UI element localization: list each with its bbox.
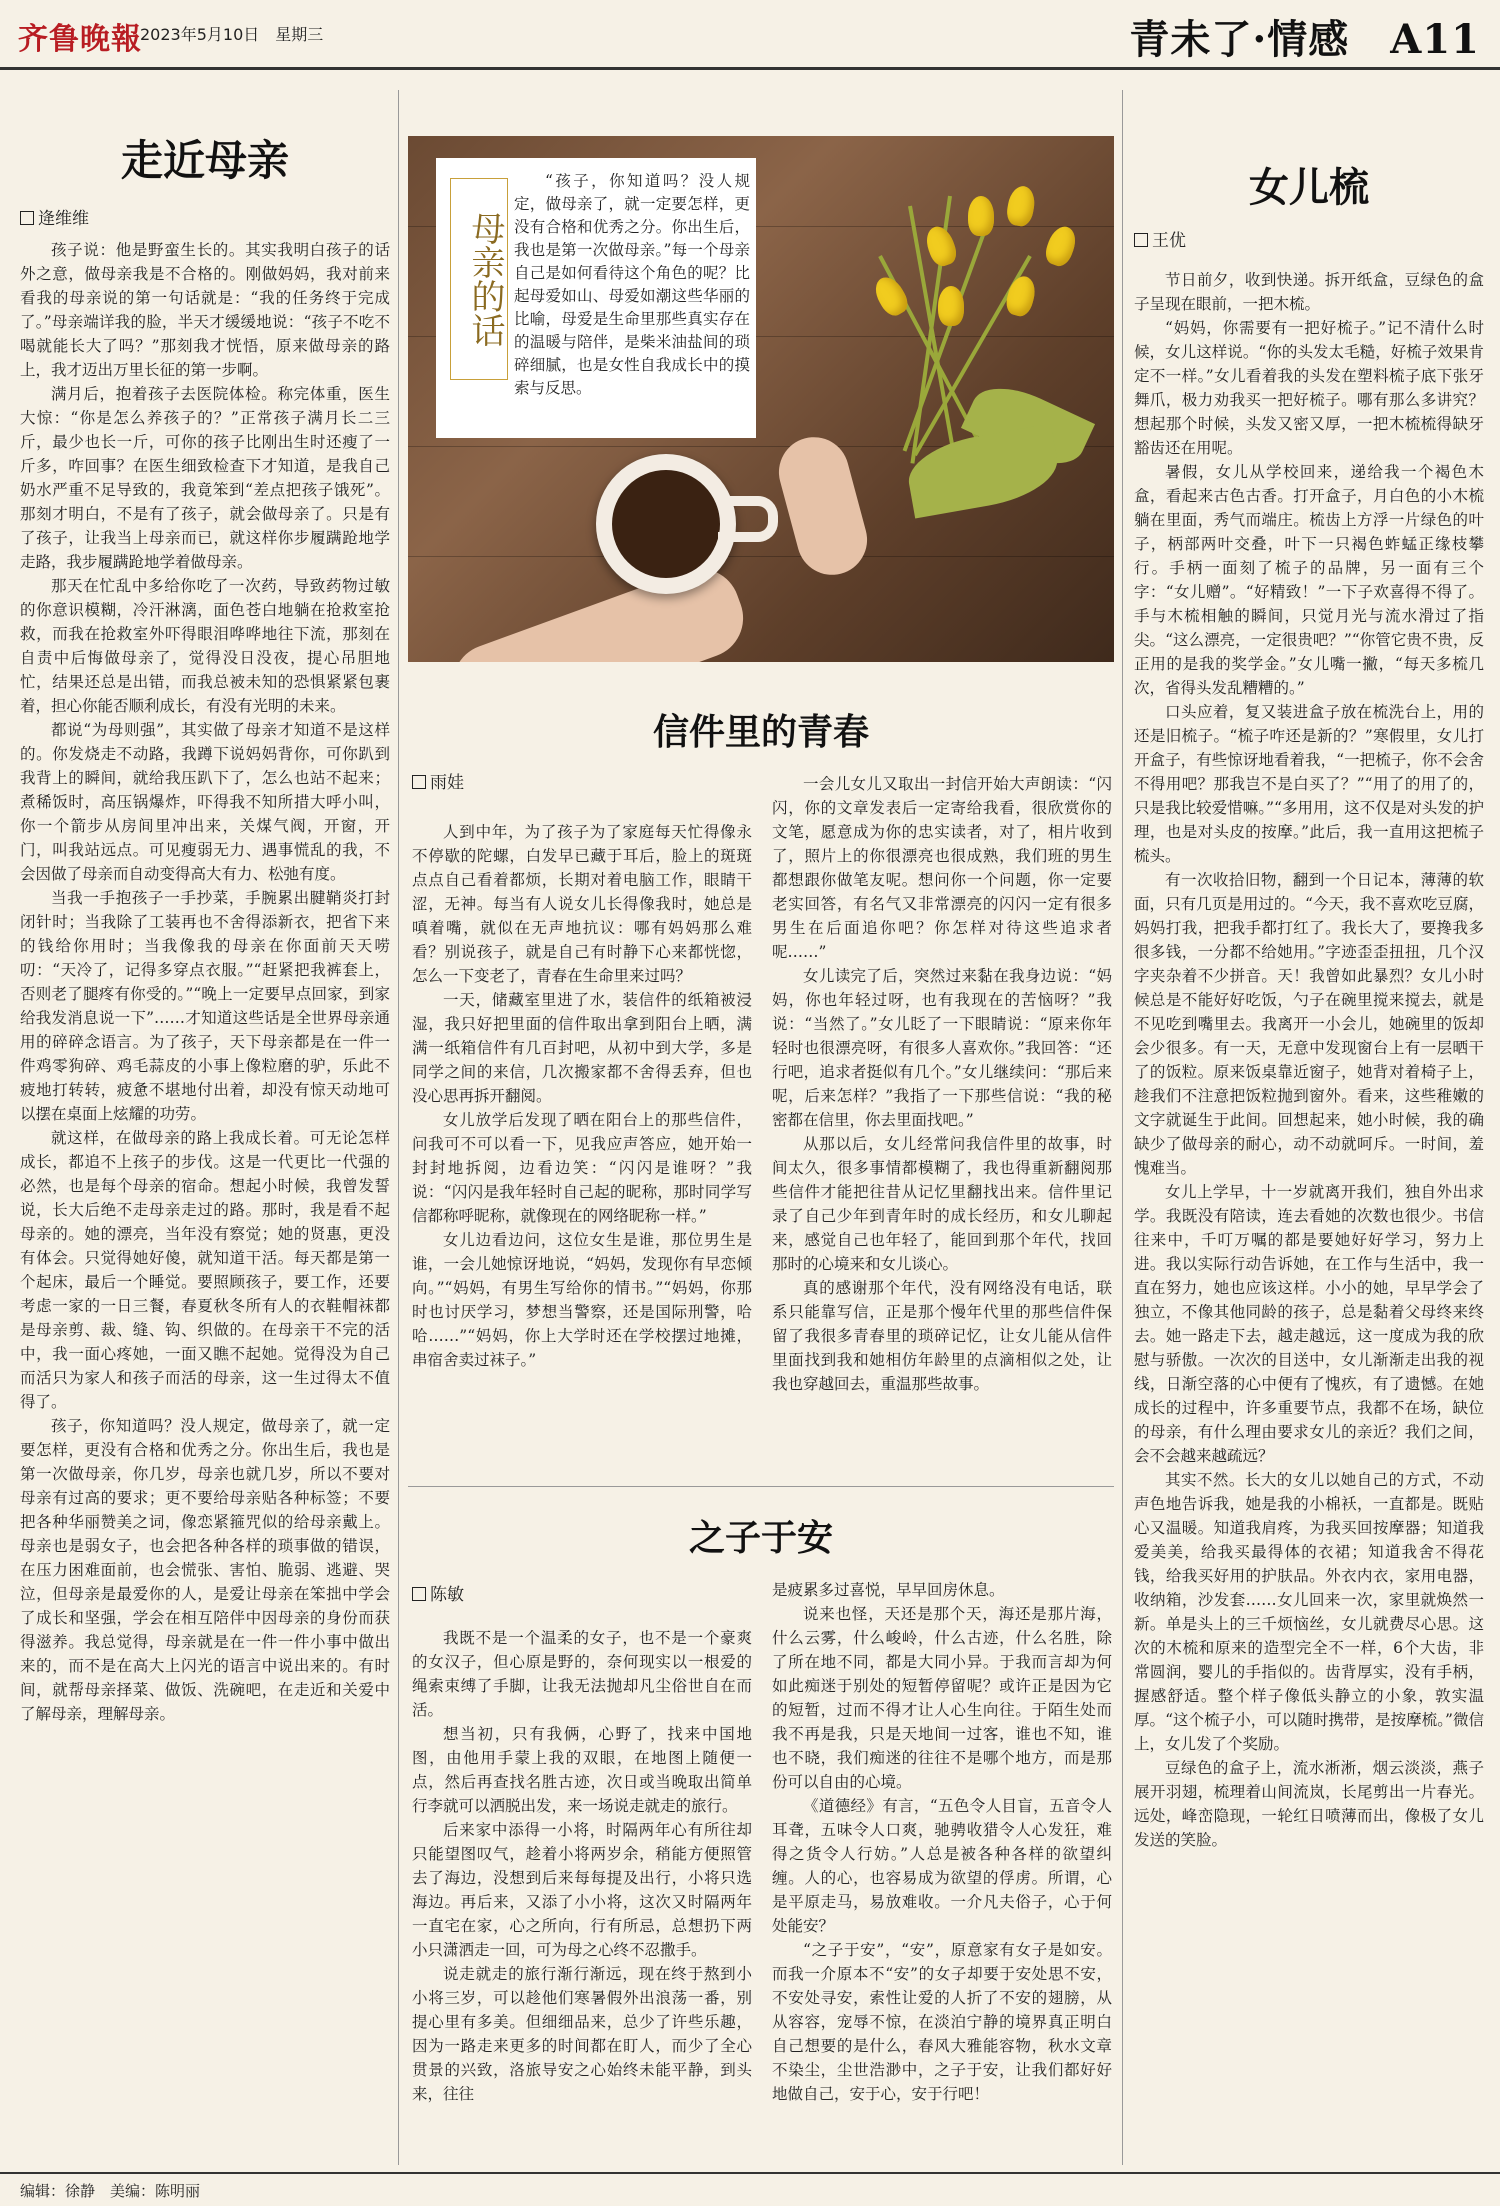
paragraph: 女儿上学早，十一岁就离开我们，独自外出求学。我既没有陪读，连去看她的次数也很少。书信往来中，千叮万嘱的都是要她好好学习，努力上进。我以实际行动告诉她，在工作与生活中，我一直在努力，她也应该这样。小小的她，早早学会了独立，不像其他同龄的孩子，总是黏着父母终来终去。她一路走下去，越走越远，这一度成为我的欣慰与骄傲。一次次的目送中，女儿渐渐走出我的视线，日渐空落的心中便有了愧疚，有了遗憾。在她成长的过程中，许多重要节点，我都不在场，缺位的母亲，有什么理由要求女儿的亲近？我们之间，会不会越来越疏远？	[1134, 1183, 1484, 1465]
editor-credits: 编辑：徐静 美编：陈明丽	[20, 2182, 201, 2200]
paragraph: 当我一手抱孩子一手抄菜，手腕累出腱鞘炎打封闭针时；当我除了工装再也不舍得添新衣，把省下来的钱给你用时；当我像我的母亲在你面前天天唠叨：“天冷了，记得多穿点衣服。”“赶紧把我裤套上，否则老了腿疼有你受的。”“晚上一定要早点回家，到家给我发消息说一下”……才知道这些话是全世界母亲通用的碎碎念语言。为了孩子，天下母亲都是在一件一件鸡零狗碎、鸡毛蒜皮的小事上像粒磨的驴，乐此不疲地打转转，疲惫不堪地付出着，却没有惊天动地可以摆在桌面上炫耀的功劳。	[20, 889, 390, 1123]
article1-author-name: 逄维维	[38, 209, 89, 229]
article1-title: 走近母亲	[120, 136, 289, 185]
article3-author	[412, 1580, 464, 1605]
hand-image	[771, 429, 875, 582]
tulip-image	[922, 223, 960, 269]
article2-title: 信件里的青春	[652, 711, 869, 753]
article2-col1	[412, 820, 752, 1480]
paragraph: 女儿读完了后，突然过来黏在我身边说：“妈妈，你也年轻过呀，也有我现在的苦恼呀？”我说：“当然了。”女儿眨了一下眼睛说：“原来你年轻时也很漂亮呀，有很多人喜欢你。”我回答：“还行吧，追求者挺似有几个。”女儿继续问：“那后来呢，后来怎样？”我指了一下那些信说：“我的秘密都在信里，你去里面找吧。”	[772, 967, 1112, 1129]
article2-author	[412, 768, 464, 793]
paragraph: 豆绿色的盒子上，流水淅淅，烟云淡淡，燕子展开羽翅，梳理着山间流岚，长尾剪出一片春光。远处，峰峦隐现，一轮红日喷薄而出，像极了女儿发送的笑脸。	[1134, 1759, 1484, 1849]
article2-author-name: 雨娃	[430, 773, 464, 793]
quote-card	[436, 158, 756, 438]
article3-col1	[412, 1626, 752, 2166]
tulip-image	[968, 196, 994, 236]
article4-title: 女儿梳	[1249, 164, 1369, 211]
article3-title: 之子于安	[688, 1517, 833, 1559]
issue-date: 2023年5月10日 星期三	[140, 25, 324, 44]
page-footer	[0, 2172, 1500, 2206]
paragraph: 真的感谢那个年代，没有网络没有电话，联系只能靠写信，正是那个慢年代里的那些信件保留了我很多青春里的琐碎记忆，让女儿能从信件里面找到我和她相仿年龄里的点滴相似之处，让我也穿越回去，重温那些故事。	[772, 1279, 1112, 1393]
article4-author	[1134, 226, 1186, 251]
paragraph: 那天在忙乱中多给你吃了一次药，导致药物过敏的你意识模糊，冷汗淋漓，面色苍白地躺在抢救室抢救，而我在抢救室外吓得眼泪哗哗地往下流，那刻在自责中后悔做母亲了，觉得没日没夜，提心吊胆地忙，结果还总是出错，而我总被未知的恐惧紧紧包裹着，担心你能否顺利成长，有没有光明的未来。	[20, 577, 390, 715]
tulip-image	[1003, 273, 1038, 318]
author-box-icon	[412, 1587, 426, 1601]
article-divider	[408, 1486, 1114, 1487]
tulip-image	[1005, 184, 1038, 228]
paragraph: 后来家中添得一小将，时隔两年心有所往却只能望图叹气，趁着小将两岁余，稍能方便照管去了海边，没想到后来每每提及出行，小将只选海边。再后来，又添了小小将，这次又时隔两年一直宅在家，心之所向，行有所忌，总想扔下两小只潇洒走一回，可为母之心终不忍撒手。	[412, 1821, 752, 1959]
column-divider	[398, 90, 399, 2165]
column-divider	[1122, 90, 1123, 2165]
paragraph: 节日前夕，收到快递。拆开纸盒，豆绿色的盒子呈现在眼前，一把木梳。	[1134, 271, 1484, 313]
paragraph: 说来也怪，天还是那个天，海还是那片海，什么云雾，什么峻岭，什么古迹，什么名胜，除了所在地不同，都是大同小异。于我而言却为何如此痴迷于别处的短暂停留呢？或许正是因为它的短暂，过而不得才让人心生向往。于陌生处而我不再是我，只是天地间一过客，谁也不知，谁也不晓，我们痴迷的往往不是哪个地方，而是那份可以自由的心境。	[772, 1605, 1112, 1791]
newspaper-logo: 齐鲁晚報	[18, 22, 142, 57]
paragraph: 就这样，在做母亲的路上我成长着。可无论怎样成长，都追不上孩子的步伐。这是一代更比一代强的必然，也是每个母亲的宿命。想起小时候，我曾发誓说，长大后绝不走母亲走过的路。那时，我是看不起母亲的。她的漂亮，当年没有察觉；她的贤惠，更没有体会。只觉得她好傻，就知道干活。每天都是第一个起床，最后一个睡觉。要照顾孩子，要工作，还要考虑一家的一日三餐，春夏秋冬所有人的衣鞋帽袜都是母亲剪、裁、缝、钩、织做的。在母亲干不完的活中，我一面心疼她，一面又瞧不起她。觉得没为自己而活只为家人和孩子而活的母亲，这一生过得太不值得了。	[20, 1129, 390, 1411]
tulip-image	[870, 272, 913, 320]
quote-text: “孩子，你知道吗？没人规定，做母亲了，就一定要怎样，更没有合格和优秀之分。你出生后，我也是第一次做母亲。”每一个母亲自己是如何看待这个角色的呢？比起母爱如山、母爱如潮这些华丽的比喻，母爱是生命里那些真实存在的温暖与陪伴，是柴米油盐间的琐碎细腻，也是女性自我成长中的摸索与反思。	[514, 172, 750, 397]
section-title: 青未了·情感 A11	[1129, 16, 1480, 63]
paragraph: 一会儿女儿又取出一封信开始大声朗读：“闪闪，你的文章发表后一定寄给我看，很欣赏你的文笔，愿意成为你的忠实读者，对了，相片收到了，照片上的你很漂亮也很成熟，我们班的男生都想跟你做笔友呢。想问你一个问题，你一定要老实回答，有名气又非常漂亮的闪闪一定有很多男生在后面追你吧？你怎样对待这些追求者呢……”	[772, 775, 1112, 961]
paragraph: 想当初，只有我俩，心野了，找来中国地图，由他用手蒙上我的双眼，在地图上随便一点，然后再查找名胜古迹，次日或当晚取出简单行李就可以洒脱出发，来一场说走就走的旅行。	[412, 1725, 752, 1815]
article4-author-name: 王优	[1152, 231, 1186, 251]
article1-author	[20, 204, 89, 229]
paragraph: 从那以后，女儿经常问我信件里的故事，时间太久，很多事情都模糊了，我也得重新翻阅那些信件才能把往昔从记忆里翻找出来。信件里记录了自己少年到青年时的成长经历，和女儿聊起来，感觉自己也年轻了，能回到那个年代，找回那时的心境来和女儿谈心。	[772, 1135, 1112, 1273]
author-box-icon	[412, 775, 426, 789]
paragraph: 其实不然。长大的女儿以她自己的方式，不动声色地告诉我，她是我的小棉袄，一直都是。既贴心又温暖。知道我肩疼，为我买回按摩器；知道我爱美美，给我买最得体的衣裙；知道我舍不得花钱，给我买好用的护肤品。外衣内衣，家用电器，收纳箱，沙发套……女儿回来一次，家里就焕然一新。单是头上的三千烦恼丝，女儿就费尽心思。这次的木梳和原来的造型完全不一样，6个大齿，非常圆润，婴儿的手指似的。齿背厚实，没有手柄，握感舒适。整个样子像低头静立的小象，敦实温厚。“这个梳子小，可以随时携带，是按摩梳。”微信上，女儿发了个奖励。	[1134, 1471, 1484, 1753]
paragraph: 《道德经》有言，“五色令人目盲，五音令人耳聋，五味令人口爽，驰骋收猎令人心发狂，难得之货令人行妨。”人总是被各种各样的欲望纠缠。人的心，也容易成为欲望的俘虏。所谓，心是平原走马，易放难收。一介凡夫俗子，心于何处能安？	[772, 1797, 1112, 1935]
paragraph: 都说“为母则强”，其实做了母亲才知道不是这样的。你发烧走不动路，我蹲下说妈妈背你，可你趴到我背上的瞬间，就给我压趴下了，怎么也站不起来；煮稀饭时，高压锅爆炸，吓得我不知所措大呼小叫，你一个箭步从房间里冲出来，关煤气阀，开窗，开门，叫我站远点。可见瘦弱无力、遇事慌乱的我，不会因做了母亲而自动变得高大有力、松弛有度。	[20, 721, 390, 883]
page-header	[0, 0, 1500, 70]
paragraph: 暑假，女儿从学校回来，递给我一个褐色木盒，看起来古色古香。打开盒子，月白色的小木梳躺在里面，秀气而端庄。梳齿上方浮一片绿色的叶子，柄部两叶交叠，叶下一只褐色蚱蜢正缘枝攀行。手柄一面刻了梳子的品牌，另一面有三个字：“女儿赠”。“好精致！”一下子欢喜得不得了。手与木梳相触的瞬间，只觉月光与流水滑过了指尖。“这么漂亮，一定很贵吧？”“你管它贵不贵，反正用的是我的奖学金。”女儿嘴一撇，“每天多梳几次，省得头发乱糟糟的。”	[1134, 463, 1484, 697]
article2-col2	[772, 772, 1112, 1480]
paragraph: 是疲累多过喜悦，早早回房休息。	[772, 1581, 1005, 1599]
article3-col2	[772, 1578, 1112, 2166]
quote-title: 母亲的话	[450, 178, 508, 380]
coffee-cup-image	[596, 454, 736, 594]
paragraph: “之子于安”，“安”，原意家有女子是如安。而我一介原本不“安”的女子却要于安处思不安，不安处寻安，索性让爱的人折了不安的翅膀，从从容容，宠辱不惊，在淡泊宁静的境界真正明白自己想要的是什么，春风大雅能容物，秋水文章不染尘，尘世浩渺中，之子于安，让我们都好好地做自己，安于心，安于行吧！	[772, 1941, 1112, 2103]
paragraph: 女儿边看边问，这位女生是谁，那位男生是谁，一会儿她惊讶地说，“妈妈，发现你有早恋倾向。”“妈妈，有男生写给你的情书。”“妈妈，你那时也讨厌学习，梦想当警察，还是国际刑警，哈哈……”“妈妈，你上大学时还在学校摆过地摊，串宿舍卖过袜子。”	[412, 1231, 752, 1369]
feature-photo	[408, 136, 1114, 662]
author-box-icon	[1134, 233, 1148, 247]
paragraph: “妈妈，你需要有一把好梳子。”记不清什么时候，女儿这样说。“你的头发太毛糙，好梳子效果肯定不一样。”女儿看着我的头发在塑料梳子底下张牙舞爪，极力劝我买一把好梳子。哪有那么多讲究？想起那个时候，头发又密又厚，一把木梳梳得缺牙豁齿还在用呢。	[1134, 319, 1484, 457]
article3-author-name: 陈敏	[430, 1585, 464, 1605]
paragraph: 说走就走的旅行渐行渐远，现在终于熬到小小将三岁，可以趁他们寒暑假外出浪荡一番，别提心里有多美。但细细品来，总少了许些乐趣，因为一路走来更多的时间都在盯人，而少了全心贯景的兴致，洛旅导安之心始终未能平静，到头来，往往	[412, 1965, 752, 2103]
paragraph: 有一次收拾旧物，翻到一个日记本，薄薄的软面，只有几页是用过的。“今天，我不喜欢吃豆腐，妈妈打我，把我手都打红了。我长大了，要搀我多很多钱，一分都不给她用。”字迹歪歪扭扭，几个汉字夹杂着不少拼音。天！我曾如此暴烈？女儿小时候总是不能好好吃饭，勺子在碗里搅来搅去，就是不见吃到嘴里去。我离开一小会儿，她碗里的饭却会少很多。有一天，无意中发现窗台上有一层晒干了的饭粒。原来饭桌靠近窗子，她背对着椅子上，趁我们不注意把饭粒抛到窗外。看来，这些稚嫩的文字就诞生于此间。回想起来，她小时候，我的确缺少了做母亲的耐心，动不动就呵斥。一时间，羞愧难当。	[1134, 871, 1484, 1177]
article1-body	[20, 238, 390, 2168]
article4-body	[1134, 268, 1484, 2168]
paragraph: 孩子，你知道吗？没人规定，做母亲了，就一定要怎样，更没有合格和优秀之分。你出生后，我也是第一次做母亲，你几岁，母亲也就几岁，所以不要对母亲有过高的要求；更不要给母亲贴各种标签；不要把各种华丽赞美之词，像恋紧箍咒似的给母亲戴上。母亲也是弱女子，也会把各种各样的琐事做的错误，在压力困难面前，也会慌张、害怕、脆弱、逃避、哭泣，但母亲是最爱你的人，是爱让母亲在笨拙中学会了成长和坚强，学会在相互陪伴中因母亲的身份而获得滋养。我总觉得，母亲就是在一件一件小事中做出来的，而不是在高大上闪光的语言中说出来的。有时间，就帮母亲择菜、做饭、洗碗吧，在走近和关爱中了解母亲，理解母亲。	[20, 1417, 390, 1723]
paragraph: 一天，储藏室里进了水，装信件的纸箱被浸湿，我只好把里面的信件取出拿到阳台上晒，满满一纸箱信件有几百封吧，从初中到大学，多是同学之间的来信，几次搬家都不舍得丢弃，但也没心思再拆开翻阅。	[412, 991, 752, 1105]
paragraph: 人到中年，为了孩子为了家庭每天忙得像永不停歇的陀螺，白发早已藏于耳后，脸上的斑斑点点自己看着都烦，长期对着电脑工作，眼睛干涩，无神。每当有人说女儿长得像我时，她总是嗔着嘴，就似在无声地抗议：哪有妈妈那么难看？别说孩子，就是自己有时静下心来都恍惚，怎么一下变老了，青春在生命里来过吗？	[412, 823, 752, 985]
paragraph: 口头应着，复又装进盒子放在梳洗台上，用的还是旧梳子。“梳子咋还是新的？”寒假里，女儿打开盒子，有些惊讶地看着我，“一把梳子，你不会舍不得用吧？那我岂不是白买了？”“用了的用了的，只是我比较爱惜嘛。”“多用用，这不仅是对头发的护理，也是对头皮的按摩。”此后，我一直用这把梳子梳头。	[1134, 703, 1484, 865]
cup-handle-image	[718, 496, 778, 542]
paragraph: 女儿放学后发现了晒在阳台上的那些信件，问我可不可以看一下，见我应声答应，她开始一封封地拆阅，边看边笑：“闪闪是谁呀？”我说：“闪闪是我年轻时自己起的昵称，那时同学写信都称呼昵称，就像现在的网络昵称一样。”	[412, 1111, 752, 1225]
tulip-image	[938, 286, 964, 326]
paragraph: 孩子说：他是野蛮生长的。其实我明白孩子的话外之意，做母亲我是不合格的。刚做妈妈，我对前来看我的母亲说的第一句话就是：“我的任务终于完成了。”母亲端详我的脸，半天才缓缓地说：“孩子不吃不喝就能长大了吗？”那刻我才恍悟，原来做母亲的路上，我才迈出万里长征的第一步啊。	[20, 241, 390, 379]
paragraph: 满月后，抱着孩子去医院体检。称完体重，医生大惊：“你是怎么养孩子的？”正常孩子满月长二三斤，最少也长一斤，可你的孩子比刚出生时还瘦了一斤多，咋回事？在医生细致检查下才知道，是我自己奶水严重不足导致的，我竟笨到“差点把孩子饿死”。那刻才明白，不是有了孩子，就会做母亲了。只是有了孩子，让我当上母亲而已，就这样你步履蹒跄地学走路，我步履蹒跄地学着做母亲。	[20, 385, 390, 571]
tulip-image	[1042, 223, 1080, 269]
paragraph: 我既不是一个温柔的女子，也不是一个豪爽的女汉子，但心原是野的，奈何现实以一根爱的绳索束缚了手脚，让我无法抛却凡尘俗世自在而活。	[412, 1629, 752, 1719]
author-box-icon	[20, 211, 34, 225]
